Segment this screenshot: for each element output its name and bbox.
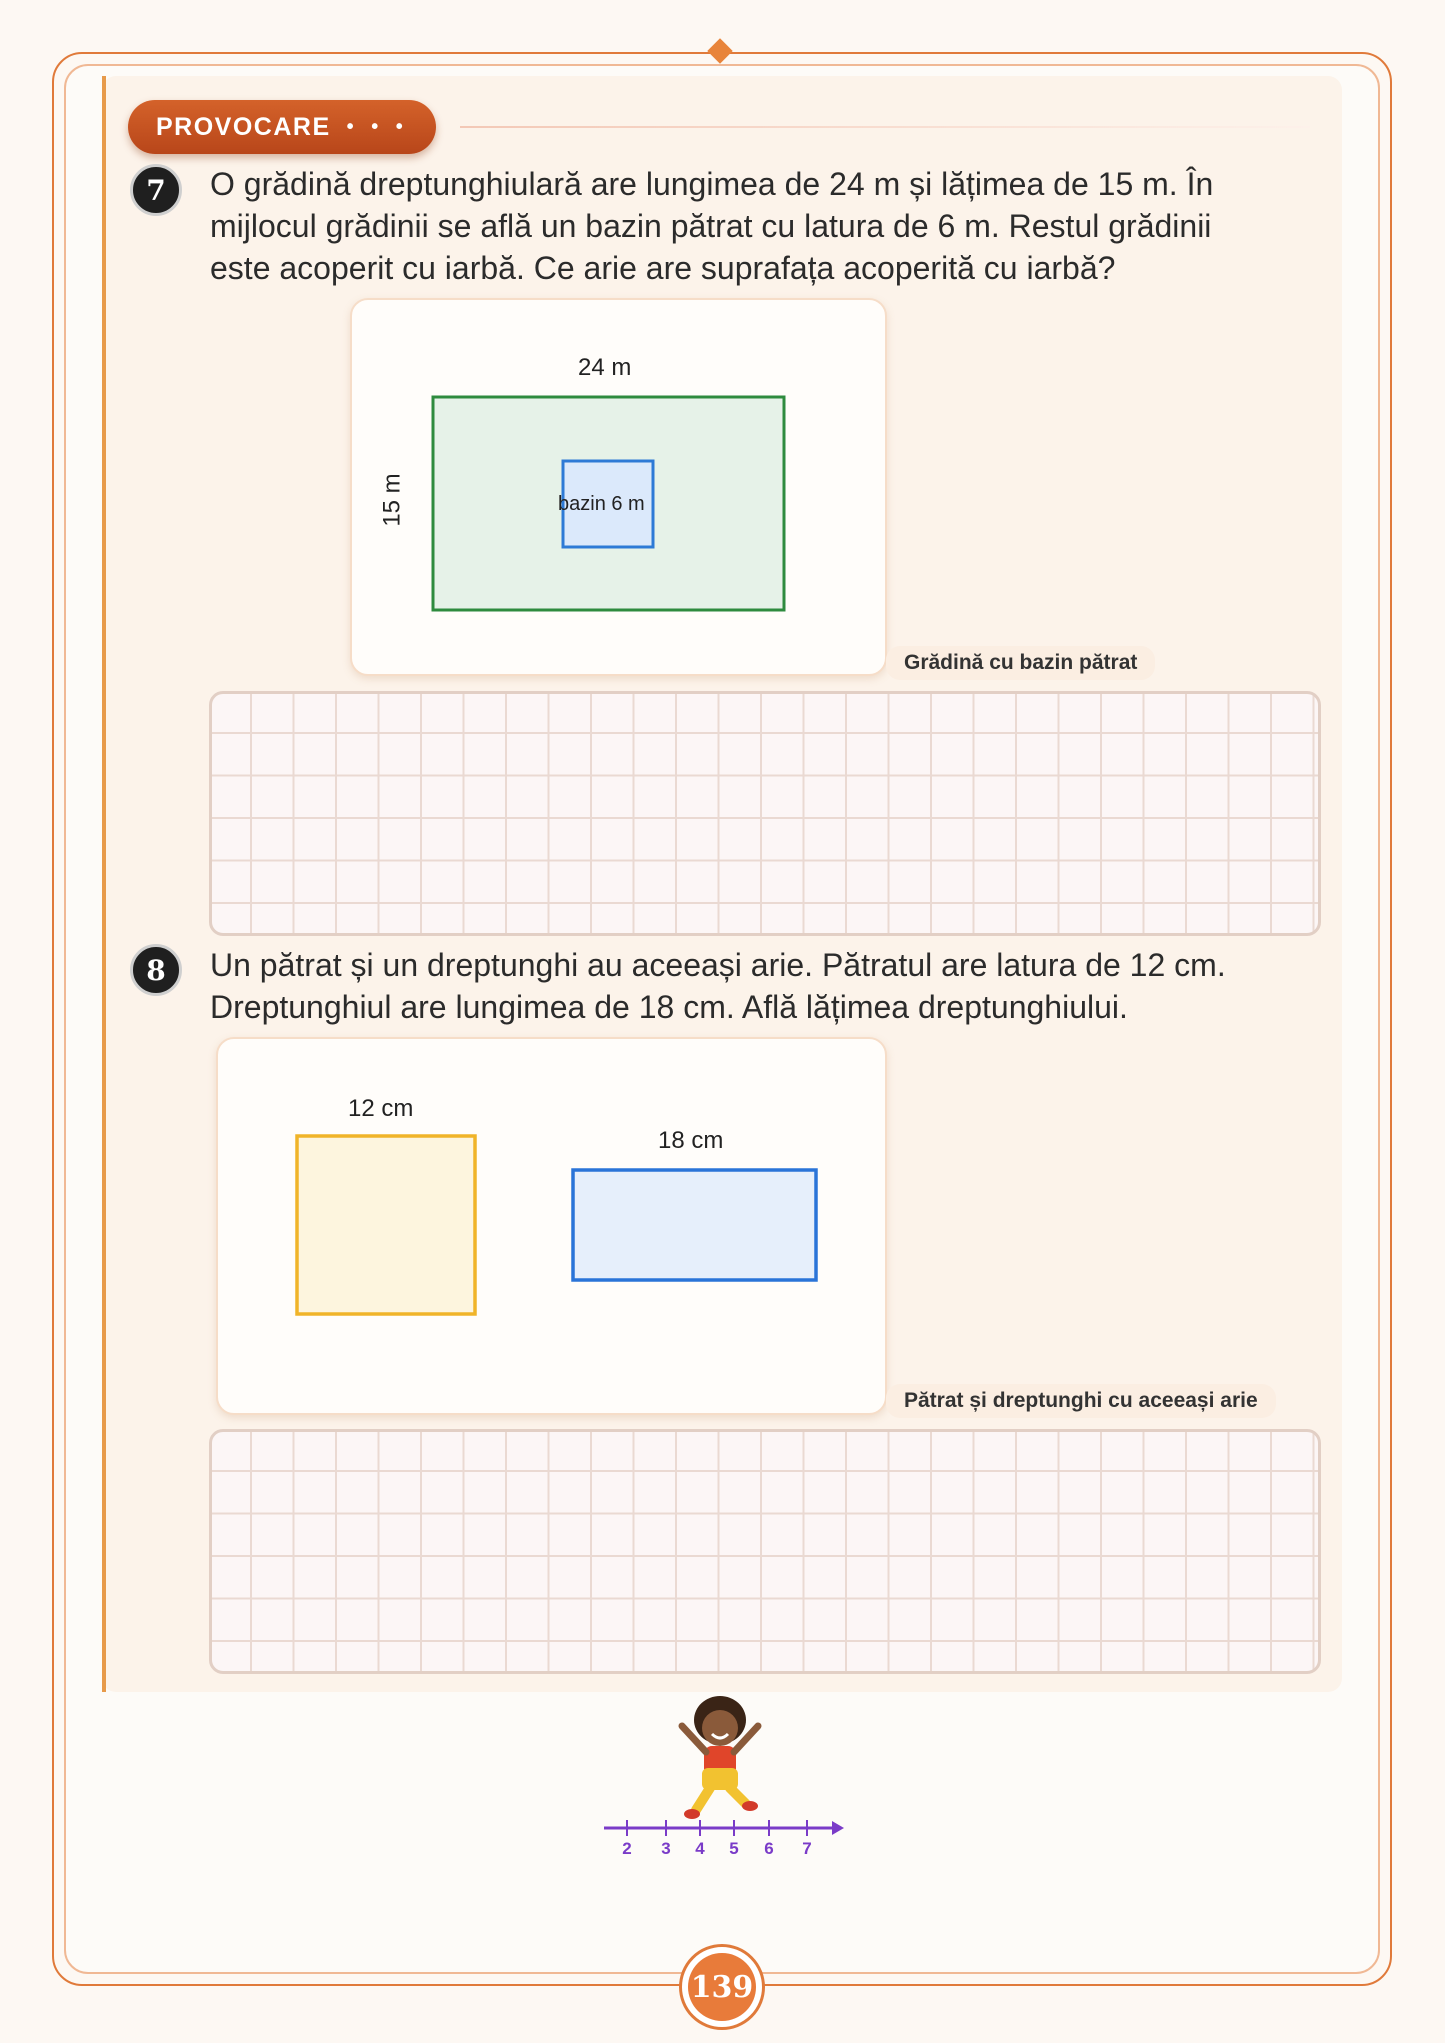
number-line-tick-label: 4	[695, 1839, 705, 1858]
jumping-kid-icon	[660, 1684, 780, 1824]
area-figure-caption: Pătrat și dreptunghi cu aceeași arie	[886, 1384, 1276, 1418]
garden-width-label: 15 m	[378, 473, 406, 527]
garden-diagram	[352, 300, 885, 674]
garden-length-label: 24 m	[578, 354, 632, 381]
problem-7-text	[210, 163, 1213, 289]
problem-7-number: 7	[146, 173, 166, 207]
problem-7-number-badge	[130, 164, 182, 216]
number-line-tick-label: 6	[764, 1839, 774, 1858]
problem-8-number: 8	[146, 953, 166, 987]
page-number-badge	[679, 1944, 765, 2030]
square-shape	[297, 1136, 475, 1314]
number-line-tick-label: 5	[729, 1839, 739, 1858]
problem-7-line-1: O grădină dreptunghiulară are lungimea de 24 m și lățimea de 15 m. În	[210, 166, 1214, 202]
provocare-badge	[128, 100, 436, 154]
rectangle-length-label: 18 cm	[658, 1127, 724, 1154]
area-diagram	[218, 1039, 885, 1413]
rectangle-shape	[573, 1170, 816, 1280]
problem-7-line-2: mijlocul grădinii se află un bazin pătrat cu latura de 6 m. Restul grădinii	[210, 208, 1212, 244]
panel-accent-bar	[102, 76, 106, 1692]
badge-dots: • • •	[346, 115, 409, 138]
pool-label: bazin 6 m	[558, 493, 645, 515]
badge-label: PROVOCARE	[156, 112, 331, 141]
square-side-label: 12 cm	[348, 1095, 414, 1122]
page-number: 139	[688, 1953, 756, 2021]
number-line-tick-label: 7	[802, 1839, 812, 1858]
number-line	[600, 1814, 845, 1858]
header-divider	[460, 126, 1310, 128]
answer-grid-8[interactable]	[209, 1429, 1321, 1674]
problem-8-text	[210, 944, 1226, 1028]
garden-figure-box	[350, 298, 887, 676]
problem-8-number-badge	[130, 944, 182, 996]
area-figure-box	[216, 1037, 887, 1415]
problem-7-line-3: este acoperit cu iarbă. Ce arie are suprafața acoperită cu iarbă?	[210, 250, 1116, 286]
number-line-tick-label: 3	[661, 1839, 671, 1858]
number-line-tick-label: 2	[622, 1839, 632, 1858]
problem-8-line-1: Un pătrat și un dreptunghi au aceeași arie. Pătratul are latura de 12 cm.	[210, 947, 1226, 983]
garden-figure-caption: Grădină cu bazin pătrat	[886, 646, 1155, 680]
answer-grid-7[interactable]	[209, 691, 1321, 936]
problem-8-line-2: Dreptunghiul are lungimea de 18 cm. Află lățimea dreptunghiului.	[210, 989, 1128, 1025]
